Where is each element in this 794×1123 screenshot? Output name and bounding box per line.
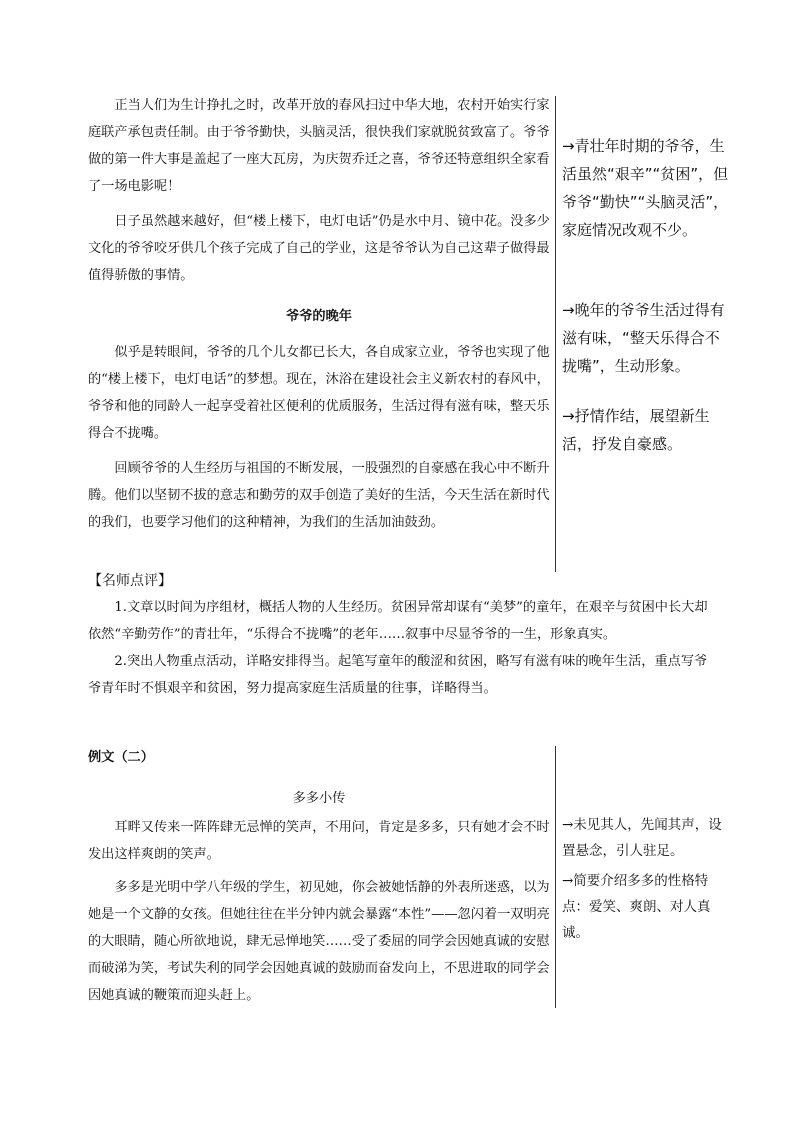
teacher-review xyxy=(88,568,710,702)
margin-note: →抒情作结，展望新生活，抒发自豪感。 xyxy=(562,407,710,453)
review-title: 【名师点评】 xyxy=(88,573,172,589)
margin-note: →简要介绍多多的性格特点：爱笑、爽朗、对人真诚。 xyxy=(562,873,711,941)
paragraph: 正当人们为生计挣扎之时，改革开放的春风扫过中华大地，农村开始实行家庭联产承包责任制。由于爷爷勤快，头脑灵活，很快我们家就脱贫致富了。爷爷做的第一件大事是盖起了一座大瓦房，为庆贺乔迁之喜，爷爷还特意组织全家看了一场电影呢！ xyxy=(88,98,550,194)
example1-body xyxy=(88,92,550,536)
example2-body xyxy=(88,788,550,1009)
paragraph: 似乎是转眼间，爷爷的几个儿女都已长大，各自成家立业，爷爷也实现了他的“楼上楼下，电灯电话”的梦想。现在，沐浴在建设社会主义新农村的春风中，爷爷和他的同龄人一起享受着社区便利的优质服务，生活过得有滋有味，整天乐得合不拢嘴。 xyxy=(88,345,550,441)
paragraph: 多多是光明中学八年级的学生，初见她，你会被她恬静的外表所迷惑，以为她是一个文静的女孩。但她往往在半分钟内就会暴露“本性”——忽闪着一双明亮的大眼睛，随心所欲地说，肆无忌惮地笑……受了委屈的同学会因她真诚的安慰而破涕为笑，考试失利的同学会因她真诚的鼓励而奋发向上，不思进取的同学会因她真诚的鞭策而迎头赶上。 xyxy=(88,880,550,1003)
review-item: 1.文章以时间为序组材，概括人物的人生经历。贫困异常却谋有“美梦”的童年，在艰辛与贫困中长大却依然“辛勤劳作”的青壮年，“乐得合不拢嘴”的老年……叙事中尽显爷爷的一生，形象真实。 xyxy=(88,600,708,642)
subheading: 爷爷的晚年 xyxy=(286,309,352,324)
margin-note: →晚年的爷爷生活过得有滋有味，“整天乐得合不拢嘴”，生动形象。 xyxy=(562,301,725,375)
review-item: 2.突出人物重点活动，详略安排得当。起笔写童年的酸涩和贫困，略写有滋有味的晚年生活，重点写爷爷青年时不惧艰辛和贫困，努力提高家庭生活质量的往事，详略得当。 xyxy=(88,654,708,696)
margin-note: →未见其人，先闻其声，设置悬念，引人驻足。 xyxy=(562,817,722,859)
paragraph: 耳畔又传来一阵阵肆无忌惮的笑声，不用问，肯定是多多，只有她才会不时发出这样爽朗的笑声。 xyxy=(88,820,550,862)
margin-note: →青壮年时期的爷爷，生活虽然“艰辛”“贫困”，但爷爷“勤快”“头脑灵活”，家庭情况改观不少。 xyxy=(562,137,729,239)
paragraph: 日子虽然越来越好，但“楼上楼下，电灯电话”仍是水中月、镜中花。没多少文化的爷爷咬牙供几个孩子完成了自己的学业，这是爷爷认为自己这辈子做得最值得骄傲的事情。 xyxy=(88,214,550,283)
divider-line xyxy=(555,746,556,1008)
essay-title: 多多小传 xyxy=(292,791,346,806)
divider-line xyxy=(555,96,556,572)
example2-label: 例文（二） xyxy=(88,750,154,765)
paragraph: 回顾爷爷的人生经历与祖国的不断发展，一股强烈的自豪感在我心中不断升腾。他们以坚韧不拔的意志和勤劳的双手创造了美好的生活，今天生活在新时代的我们，也要学习他们的这种精神，为我们的生活加油鼓劲。 xyxy=(88,461,550,530)
